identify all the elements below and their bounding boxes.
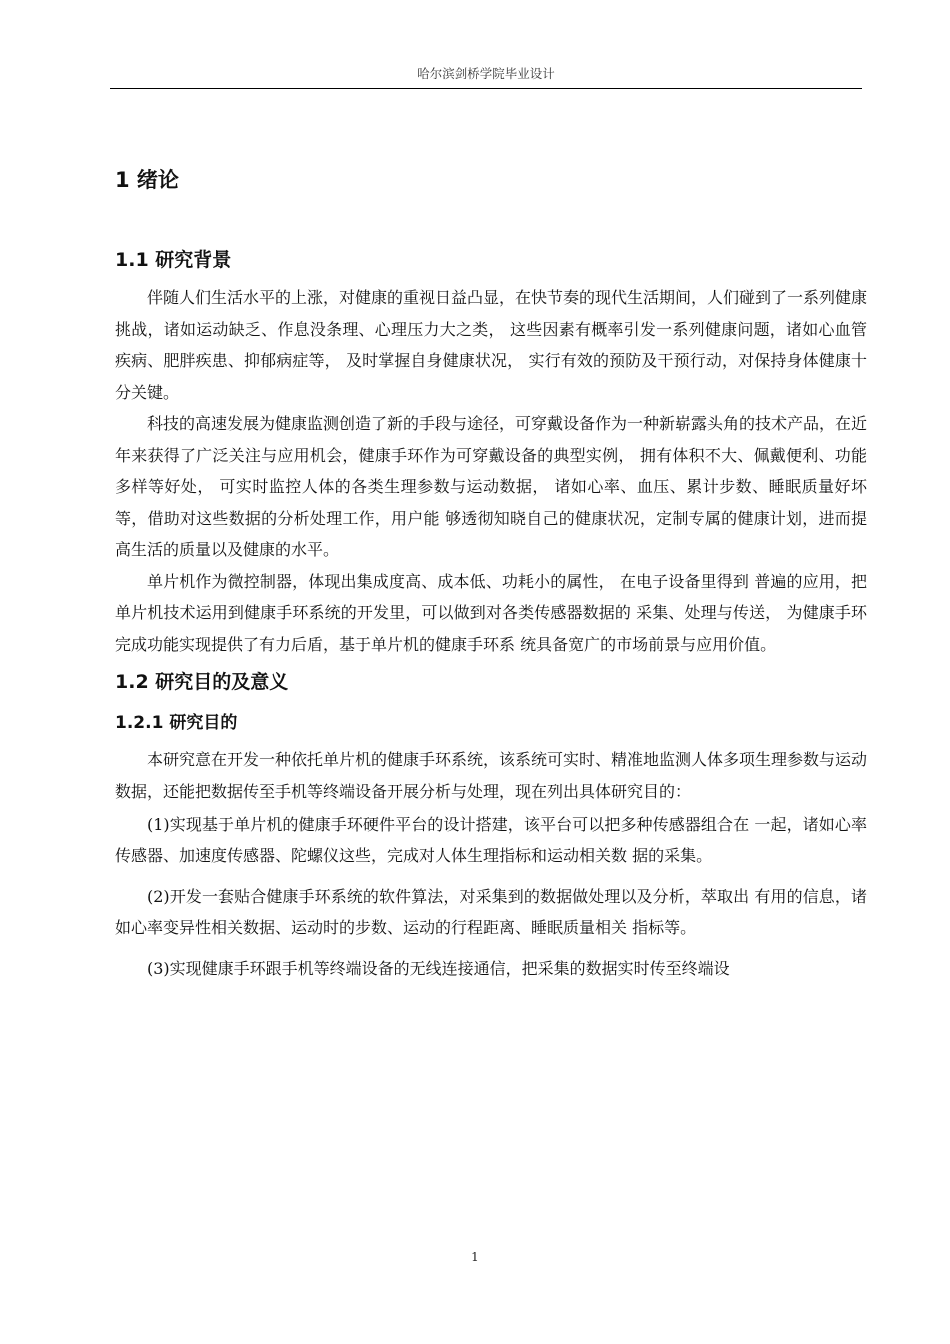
paragraph: 本研究意在开发一种依托单片机的健康手环系统，该系统可实时、精准地监测人体多项生理参数与运动数据，还能把数据传至手机等终端设备开展分析与处理，现在列出具体研究目的： [115,750,868,801]
list-item: (1)实现基于单片机的健康手环硬件平台的设计搭建，该平台可以把多种传感器组合在 一起，诸如心率传感器、加速度传感器、陀螺仪这些，完成对人体生理指标和运动相关数 据的采集。 [115,815,867,865]
paragraph: 单片机作为微控制器，体现出集成度高、成本低、功耗小的属性， 在电子设备里得到 普遍的应用，把单片机技术运用到健康手环系统的开发里，可以做到对各类传感器数据的 采集、处理与传送， 为健康手环完成功能实现提供了有力后盾，基于单片机的健康手环系 统具备宽广的市场前景与应用价值。 [115,571,867,654]
page-header: 哈尔滨剑桥学院毕业设计 [417,66,555,81]
page-body [115,160,867,984]
section-title-1-2: 1.2 研究目的及意义 [115,671,289,693]
paragraph: 科技的高速发展为健康监测创造了新的手段与途径，可穿戴设备作为一种新崭露头角的技术产品，在近年来获得了广泛关注与应用机会，健康手环作为可穿戴设备的典型实例， 拥有体积不大、佩戴便利、功能多样等好处， 可实时监控人体的各类生理参数与运动数据， 诸如心率、血压、累计步数、睡眠质量好坏等，借助对这些数据的分析处理工作，用户能 够透彻知晓自己的健康状况，定制专属的健康计划，进而提高生活的质量以及健康的水平。 [115,414,868,559]
list-item: (3)实现健康手环跟手机等终端设备的无线连接通信，把采集的数据实时传至终端设 [147,959,730,978]
subsection-title-1-2-1: 1.2.1 研究目的 [115,713,238,733]
list-item: (2)开发一套贴合健康手环系统的软件算法，对采集到的数据做处理以及分析，萃取出 有用的信息，诸如心率变异性相关数据、运动时的步数、运动的行程距离、睡眠质量相关 指标等。 [115,887,867,937]
header-divider [110,88,862,89]
paragraph: 伴随人们生活水平的上涨，对健康的重视日益凸显，在快节奏的现代生活期间，人们碰到了一系列健康挑战，诸如运动缺乏、作息没条理、心理压力大之类， 这些因素有概率引发一系列健康问题，诸如心血管疾病、肥胖疾患、抑郁病症等， 及时掌握自身健康状况， 实行有效的预防及干预行动，对保持身体健康十分关键。 [115,288,868,402]
page-number: 1 [471,1250,479,1264]
spacer [115,200,867,242]
chapter-title: 1 绪论 [115,168,179,192]
section-title-1-1: 1.1 研究背景 [115,249,232,271]
